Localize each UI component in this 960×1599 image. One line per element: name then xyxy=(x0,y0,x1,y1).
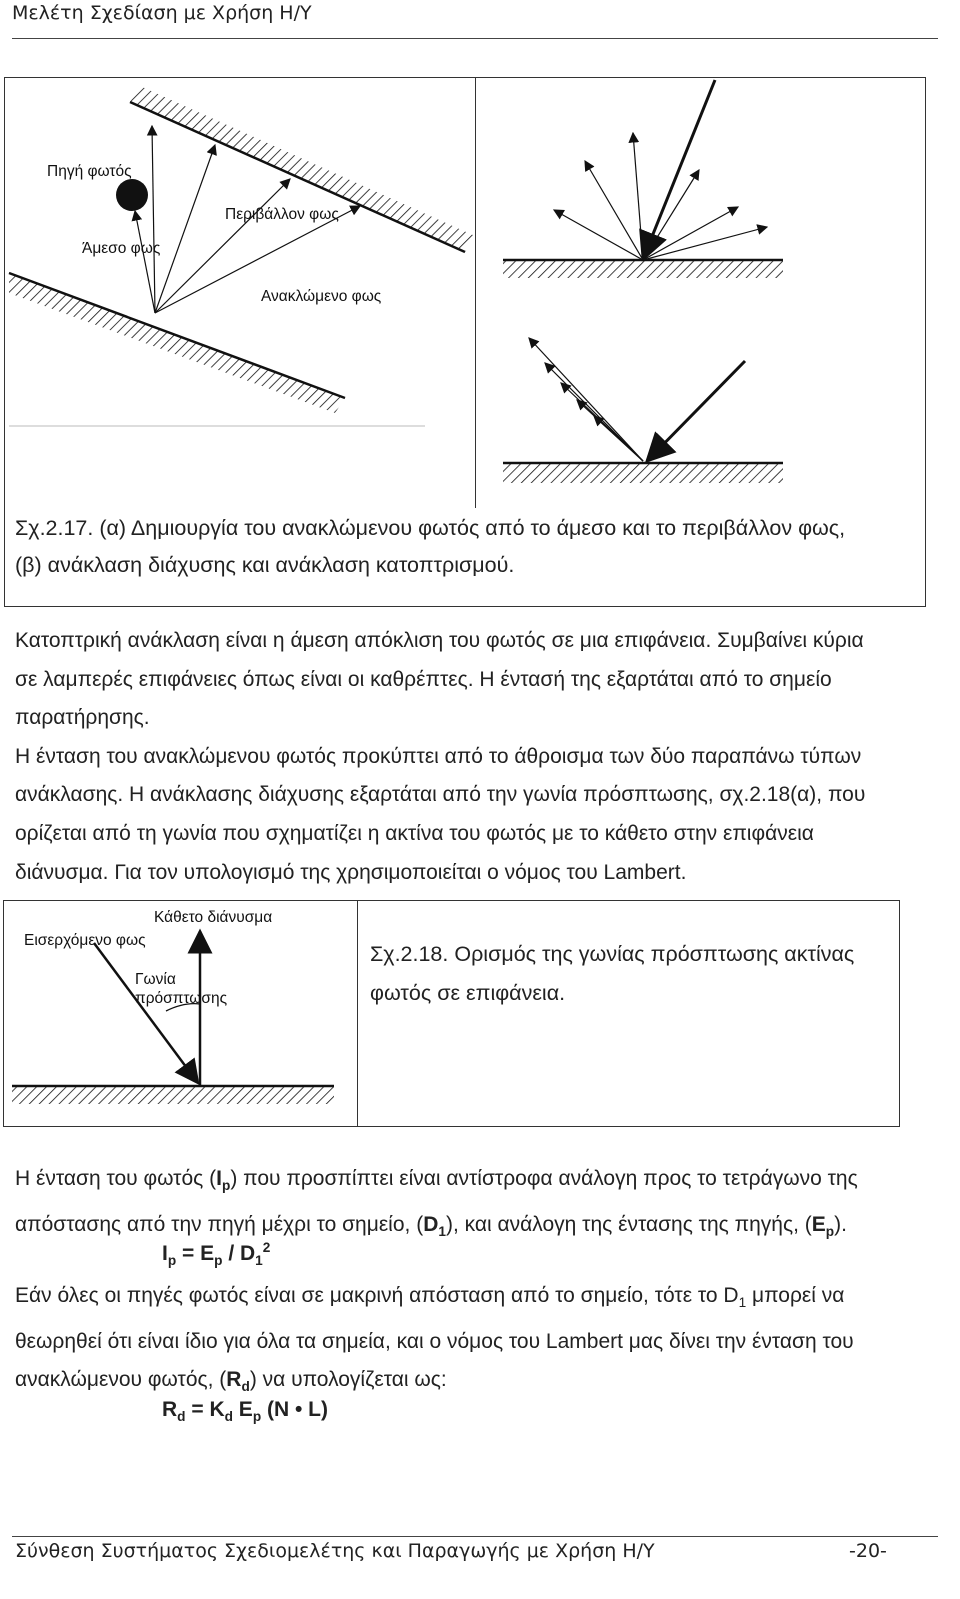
text-line: ανάκλασης. Η ανάκλασης διάχυσης εξαρτάται από την γωνία πρόσπτωσης, σχ.2.18(α), που xyxy=(15,783,866,807)
diffuse-reflection-diagram xyxy=(503,80,783,278)
header-rule xyxy=(12,38,938,39)
light-source-icon xyxy=(116,179,148,211)
figure-2-17-drawing xyxy=(5,78,927,508)
text-line: Η ένταση του φωτός $(I_p)$ που προσπίπτει είναι αντίστροφα ανάλογη προς το τετράγωνο της xyxy=(15,1167,858,1194)
figure-2-18-caption xyxy=(370,935,890,1013)
specular-reflection-diagram xyxy=(503,338,783,483)
upper-surface xyxy=(130,86,475,252)
formula-incident-intensity: $I_p = E_p / D_1^2$ xyxy=(162,1240,271,1269)
caption-line: Σχ.2.17. (α) Δημιουργία του ανακλώμενου φωτός από το άμεσο και το περιβάλλον φως, xyxy=(15,516,846,540)
footer-rule xyxy=(12,1536,938,1537)
label-light-source: Πηγή φωτός xyxy=(47,163,132,180)
figure-divider xyxy=(357,901,358,1126)
label-ambient-light: Περιβάλλον φως xyxy=(225,206,339,223)
page-footer: Σύνθεση Συστήματος Σχεδιομελέτης και Παραγωγής με Χρήση Η/Υ xyxy=(15,1540,655,1562)
body-paragraph-lambert xyxy=(15,1277,935,1407)
figure-2-17-caption xyxy=(15,510,845,584)
figure-2-18 xyxy=(3,900,900,1127)
text-line: διάνυσμα. Για τον υπολογισμό της χρησιμοποιείται ο νόμος του Lambert. xyxy=(15,860,687,884)
incidence-surface xyxy=(12,1086,334,1104)
text-line: απόστασης από την πηγή μέχρι το σημείο, $(D_1)$, και ανάλογη της έντασης της πηγής, $(E_p)$. xyxy=(15,1212,847,1239)
text-line: σε λαμπερές επιφάνειες όπως είναι οι καθρέπτες. Η έντασή της εξαρτάται από το σημείο xyxy=(15,667,832,691)
body-paragraph-specular xyxy=(15,622,935,892)
label-angle: πρόσπτωσης xyxy=(135,990,228,1007)
label-direct-light: Άμεσο φως xyxy=(82,240,161,257)
page-number: -20- xyxy=(849,1540,887,1562)
formula-lambert-law: $R_d = K_d$ $E_p$ (N • L) xyxy=(162,1398,328,1425)
text-line: Η ένταση του ανακλώμενου φωτός προκύπτει από το άθροισμα των δύο παραπάνω τύπων xyxy=(15,744,862,768)
incoming-light-arrow xyxy=(94,943,198,1083)
text-line: ανακλώμενου φωτός, $(R_d)$ να υπολογίζεται ως: xyxy=(15,1368,447,1395)
figure-divider xyxy=(475,78,476,508)
caption-line: (β) ανάκλαση διάχυσης και ανάκλαση κατοπτρισμού. xyxy=(15,553,515,577)
page-header: Μελέτη Σχεδίαση με Χρήση Η/Υ xyxy=(12,2,312,24)
text-line: θεωρηθεί ότι είναι ίδιο για όλα τα σημεία, και ο νόμος του Lambert μας δίνει την ένταση του xyxy=(15,1329,854,1353)
label-incoming-light: Εισερχόμενο φως xyxy=(24,932,146,949)
text-line: παρατήρησης. xyxy=(15,706,150,730)
caption-line: φωτός σε επιφάνεια. xyxy=(370,981,566,1005)
figure-2-18-drawing xyxy=(4,901,357,1126)
caption-line: Σχ.2.18. Ορισμός της γωνίας πρόσπτωσης ακτίνας xyxy=(370,942,855,966)
text-line: Εάν όλες οι πηγές φωτός είναι σε μακρινή απόσταση από το σημείο, τότε το $D_1$ μπορεί να xyxy=(15,1284,845,1311)
label-normal-vector: Κάθετο διάνυσμα xyxy=(154,909,273,926)
text-line: ορίζεται από τη γωνία που σχηματίζει η ακτίνα του φωτός με το κάθετο στην επιφάνεια xyxy=(15,821,814,845)
label-reflected-light: Ανακλώμενο φως xyxy=(261,288,382,305)
body-paragraph-intensity xyxy=(15,1160,935,1252)
label-angle: Γωνία xyxy=(135,971,176,988)
text-line: Κατοπτρική ανάκλαση είναι η άμεση απόκλιση του φωτός σε μια επιφάνεια. Συμβαίνει κύρια xyxy=(15,629,864,652)
figure-2-17 xyxy=(4,77,926,607)
